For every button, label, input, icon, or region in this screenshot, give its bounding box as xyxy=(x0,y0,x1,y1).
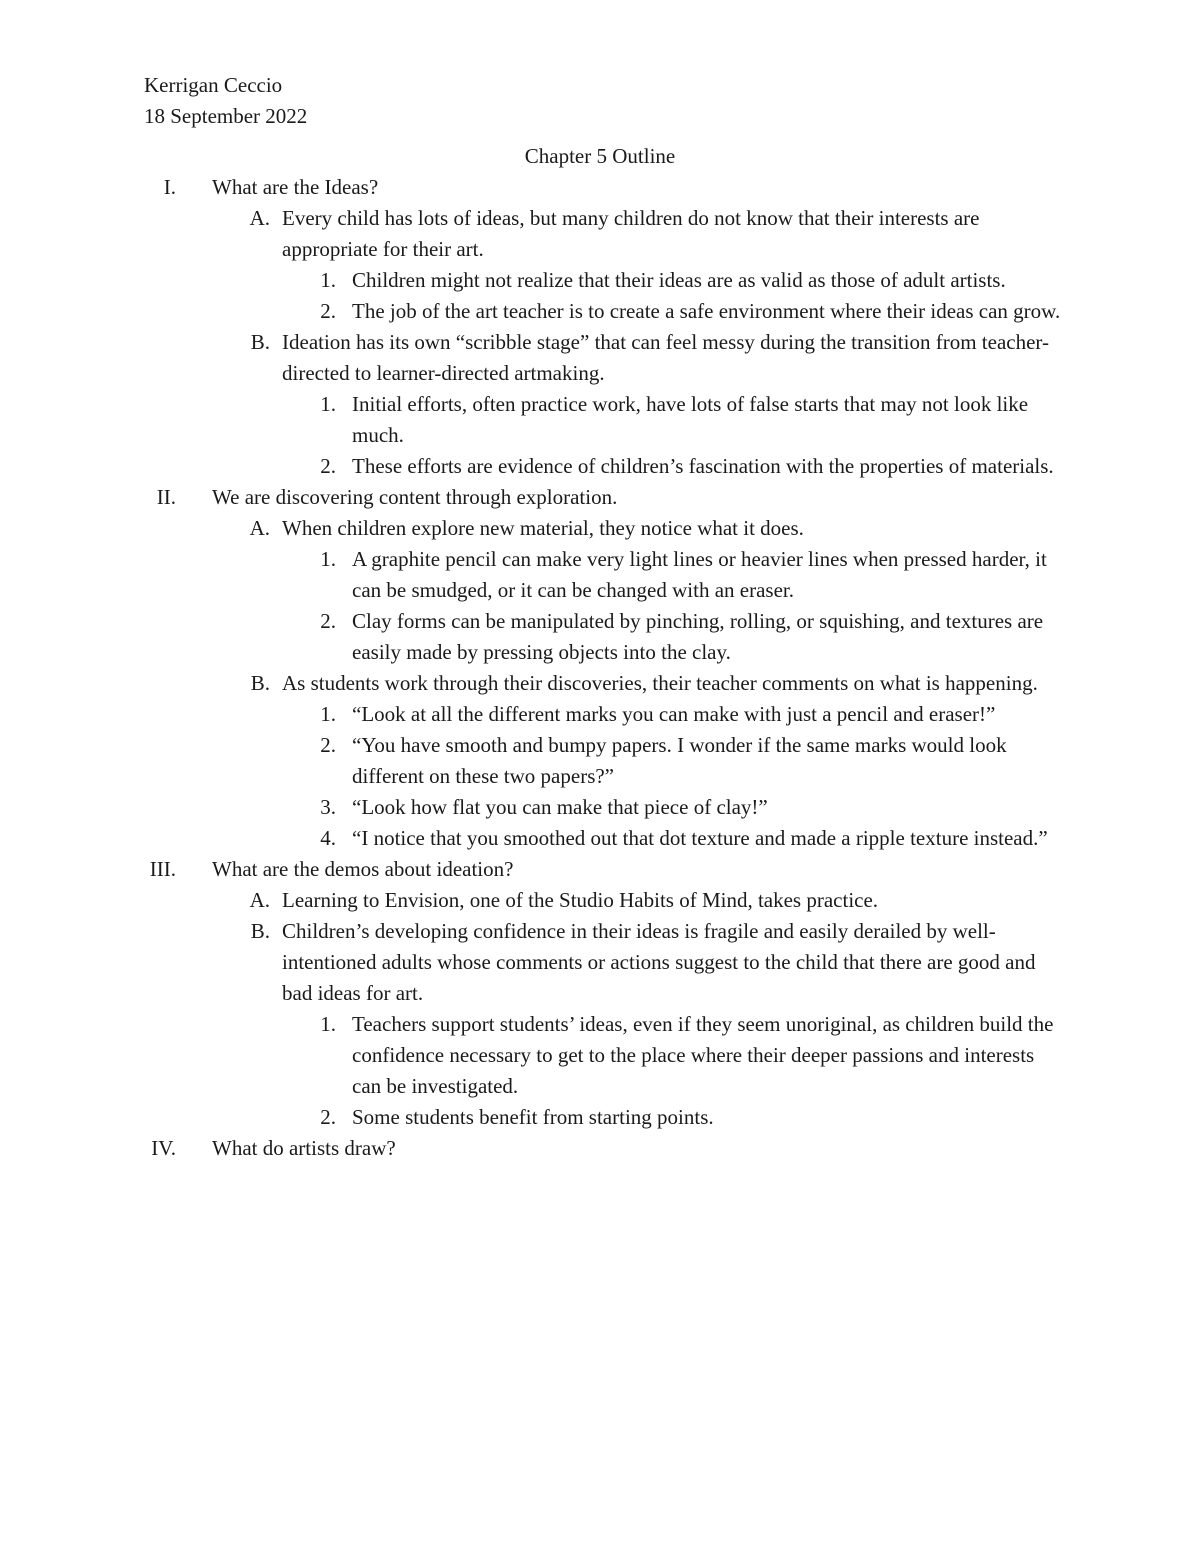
outline-item-text: What are the demos about ideation? xyxy=(212,857,514,881)
outline-item-marker: B. xyxy=(250,919,270,943)
outline-item-level-3 xyxy=(0,823,1200,854)
outline-item-text: “I notice that you smoothed out that dot texture and made a ripple texture instead.” xyxy=(352,826,1048,850)
outline-item-text: Initial efforts, often practice work, have lots of false starts that may not look like much. xyxy=(352,392,1029,447)
outline-item-text: The job of the art teacher is to create a safe environment where their ideas can grow. xyxy=(352,299,1061,323)
outline-item-text: Children might not realize that their ideas are as valid as those of adult artists. xyxy=(352,268,1006,292)
outline-item-level-2 xyxy=(0,513,1200,544)
outline-item-level-3 xyxy=(0,389,1200,451)
outline-item-marker: III. xyxy=(149,857,176,881)
outline-item-level-3 xyxy=(0,699,1200,730)
outline-item-marker: 2. xyxy=(320,1105,336,1129)
outline-item-text: These efforts are evidence of children’s fascination with the properties of materials. xyxy=(352,454,1054,478)
outline-item-marker: IV. xyxy=(151,1136,176,1160)
outline-item-marker: 1. xyxy=(320,392,336,416)
outline-item-text: “Look how flat you can make that piece of clay!” xyxy=(352,795,768,819)
outline-item-text: “You have smooth and bumpy papers. I wonder if the same marks would look different on these two papers?” xyxy=(352,733,1007,788)
outline-item-text: Clay forms can be manipulated by pinching, rolling, or squishing, and textures are easily made by pressing objects into the clay. xyxy=(352,609,1044,664)
outline-item-marker: 2. xyxy=(320,609,336,633)
outline-item-level-2 xyxy=(0,203,1200,265)
outline-item-text: Teachers support students’ ideas, even if they seem unoriginal, as children build the confidence necessary to get to the place where their deeper passions and interests can be investigated. xyxy=(352,1012,1054,1098)
outline-item-text: Learning to Envision, one of the Studio Habits of Mind, takes practice. xyxy=(282,888,879,912)
outline-item-level-2 xyxy=(0,916,1200,1009)
outline-item-marker: 4. xyxy=(320,826,336,850)
outline-item-marker: II. xyxy=(156,485,176,509)
outline-item-level-2 xyxy=(0,327,1200,389)
outline-item-level-3 xyxy=(0,606,1200,668)
outline-item-text: Children’s developing confidence in their ideas is fragile and easily derailed by well-intentioned adults whose comments or actions suggest to the child that there are good and bad ideas for art. xyxy=(282,919,1036,1005)
outline-item-text: What are the Ideas? xyxy=(212,175,379,199)
outline-item-marker: 2. xyxy=(320,454,336,478)
outline-item-text: As students work through their discoveries, their teacher comments on what is happening. xyxy=(282,671,1038,695)
outline-item-text: We are discovering content through exploration. xyxy=(212,485,618,509)
outline-item-text: “Look at all the different marks you can make with just a pencil and eraser!” xyxy=(352,702,996,726)
outline-item-level-1 xyxy=(0,854,1200,885)
outline-item-marker: 1. xyxy=(320,547,336,571)
outline-list xyxy=(0,172,1200,1164)
outline-item-level-1 xyxy=(0,1133,1200,1164)
outline-item-marker: A. xyxy=(249,206,270,230)
outline-item-level-2 xyxy=(0,885,1200,916)
outline-item-marker: 2. xyxy=(320,733,336,757)
outline-item-marker: 3. xyxy=(320,795,336,819)
author-name: Kerrigan Ceccio xyxy=(144,73,283,97)
outline-item-text: What do artists draw? xyxy=(212,1136,396,1160)
outline-item-level-3 xyxy=(0,544,1200,606)
outline-item-text: Every child has lots of ideas, but many children do not know that their interests are appropriate for their art. xyxy=(282,206,980,261)
outline-item-marker: 1. xyxy=(320,1012,336,1036)
document-date: 18 September 2022 xyxy=(144,104,308,128)
outline-item-marker: 2. xyxy=(320,299,336,323)
document-header xyxy=(144,70,307,132)
outline-item-text: Some students benefit from starting points. xyxy=(352,1105,714,1129)
outline-item-level-3 xyxy=(0,265,1200,296)
outline-item-level-3 xyxy=(0,730,1200,792)
outline-item-level-3 xyxy=(0,296,1200,327)
outline-item-marker: 1. xyxy=(320,702,336,726)
outline-item-marker: I. xyxy=(163,175,176,199)
outline-item-marker: B. xyxy=(250,671,270,695)
outline-item-level-3 xyxy=(0,792,1200,823)
outline-item-level-3 xyxy=(0,451,1200,482)
document-title: Chapter 5 Outline xyxy=(524,144,676,168)
outline-item-marker: A. xyxy=(249,516,270,540)
outline-item-level-1 xyxy=(0,172,1200,203)
outline-item-marker: 1. xyxy=(320,268,336,292)
outline-item-level-3 xyxy=(0,1102,1200,1133)
outline-item-text: Ideation has its own “scribble stage” that can feel messy during the transition from teacher-directed to learner-directed artmaking. xyxy=(282,330,1049,385)
outline-item-marker: A. xyxy=(249,888,270,912)
outline-item-level-3 xyxy=(0,1009,1200,1102)
outline-item-level-1 xyxy=(0,482,1200,513)
outline-item-text: A graphite pencil can make very light lines or heavier lines when pressed harder, it can be smudged, or it can be changed with an eraser. xyxy=(352,547,1047,602)
outline-item-text: When children explore new material, they notice what it does. xyxy=(282,516,804,540)
outline-item-marker: B. xyxy=(250,330,270,354)
outline-item-level-2 xyxy=(0,668,1200,699)
